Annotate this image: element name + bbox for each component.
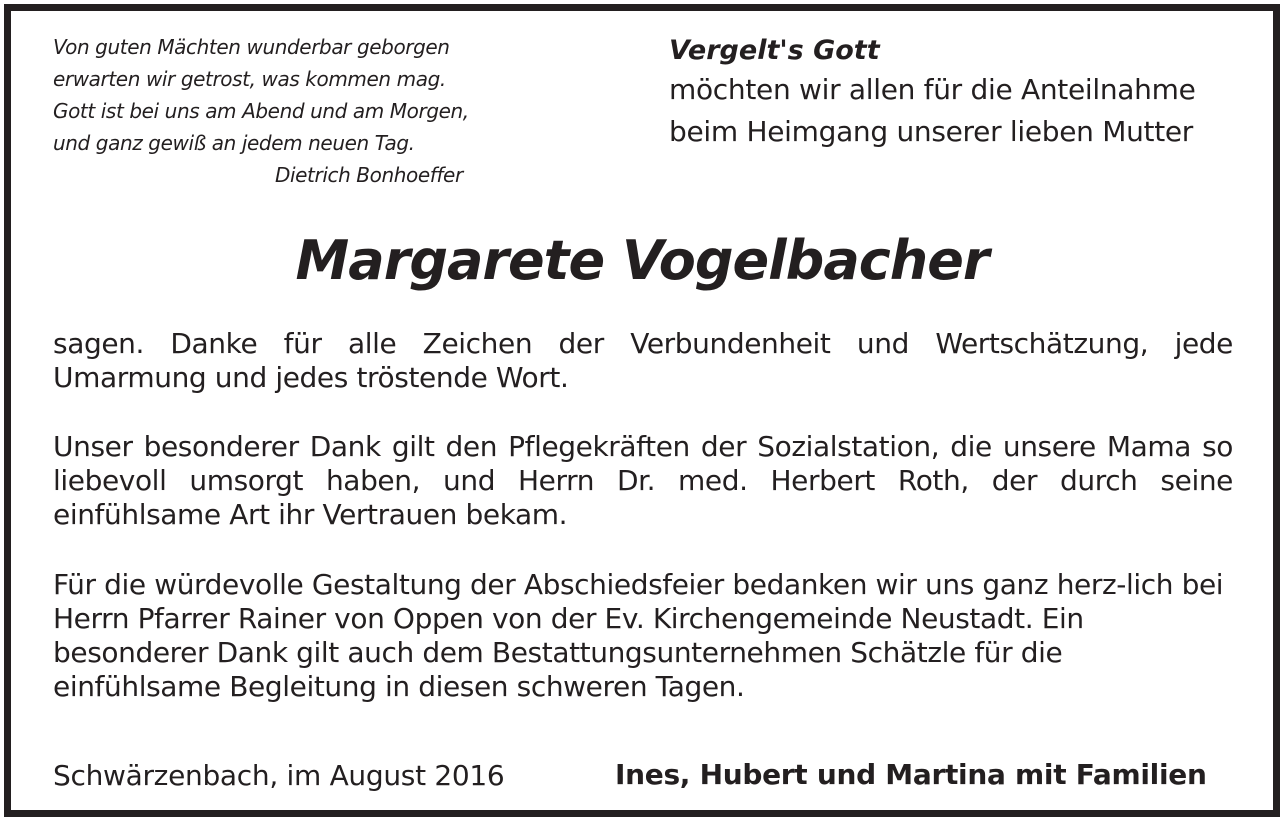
quote-line: und ganz gewiß an jedem neuen Tag. — [53, 131, 415, 155]
paragraph: Für die würdevolle Gestaltung der Abschiedsfeier bedanken wir uns ganz herz-lich bei Herrn Pfarrer Rainer von Oppen von der Ev. Kirchengemeinde Neustadt. Ein besonderer Dank gilt auch dem Bestattungsunternehmen Schätzle für die einfühlsame Begleitung in diesen schweren Tagen. — [53, 568, 1224, 703]
quote-line: erwarten wir getrost, was kommen mag. — [53, 67, 446, 91]
deceased-name: Margarete Vogelbacher — [295, 229, 989, 292]
family-signature: Ines, Hubert und Martina mit Familien — [615, 758, 1207, 791]
thanks-heading: Vergelt's Gott — [669, 35, 880, 66]
place-date: Schwärzenbach, im August 2016 — [53, 759, 505, 792]
thanks-line: möchten wir allen für die Anteilnahme — [669, 73, 1196, 106]
quote-author: Dietrich Bonhoeffer — [275, 163, 463, 187]
quote-line: Von guten Mächten wunderbar geborgen — [53, 35, 450, 59]
quote-line: Gott ist bei uns am Abend und am Morgen, — [53, 99, 469, 123]
thanks-block — [669, 33, 1196, 153]
paragraph: Unser besonderer Dank gilt den Pflegekräften der Sozialstation, die unsere Mama so liebevoll umsorgt haben, und Herrn Dr. med. Herbert Roth, der durch seine einfühlsame Art ihr Vertrauen bekam. — [53, 430, 1233, 531]
paragraph: sagen. Danke für alle Zeichen der Verbundenheit und Wertschätzung, jede Umarmung und jedes tröstende Wort. — [53, 327, 1233, 394]
thanks-line: beim Heimgang unserer lieben Mutter — [669, 115, 1194, 148]
notice-frame — [4, 4, 1280, 817]
bonhoeffer-quote — [53, 31, 469, 191]
